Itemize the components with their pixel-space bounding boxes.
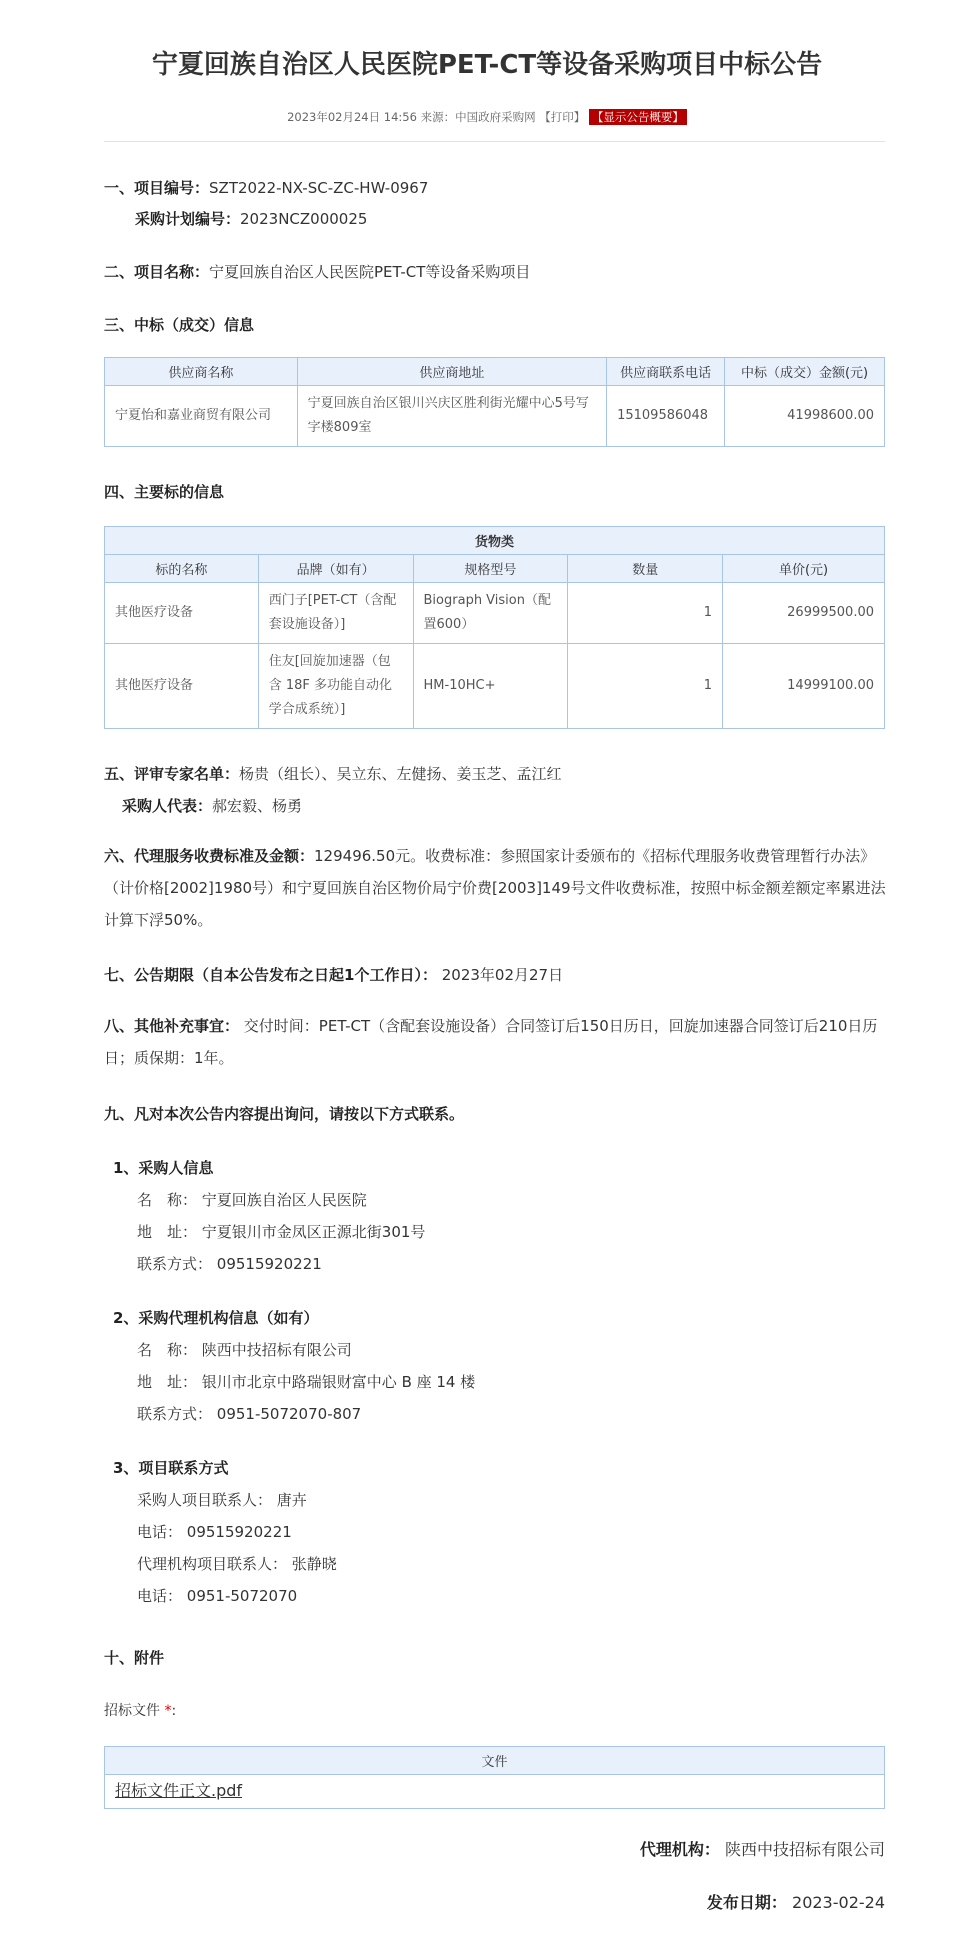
buyer-contact-person-label: 采购人项目联系人： bbox=[137, 1491, 273, 1509]
header-supplier-phone: 供应商联系电话 bbox=[607, 358, 725, 386]
buyer-contact-tel-line bbox=[137, 1521, 292, 1542]
attachments-heading bbox=[104, 1647, 164, 1668]
header-supplier-address: 供应商地址 bbox=[297, 358, 606, 386]
header-unit-price: 单价(元) bbox=[723, 555, 885, 583]
publish-date-footer-line bbox=[707, 1890, 885, 1913]
attachment-table bbox=[104, 1746, 885, 1809]
award-table bbox=[104, 357, 885, 447]
contact-heading bbox=[104, 1103, 464, 1124]
agency-address-label: 地 址： bbox=[137, 1373, 198, 1391]
table-row bbox=[105, 386, 885, 447]
project-name-label: 二、项目名称： bbox=[104, 263, 210, 281]
buyer-name-line bbox=[137, 1189, 367, 1210]
buyer-contact-tel-label: 电话： bbox=[137, 1523, 183, 1541]
required-mark: * bbox=[164, 1703, 172, 1719]
buyer-address-value: 宁夏银川市金凤区正源北街301号 bbox=[201, 1223, 426, 1241]
spec-cell: Biograph Vision（配置600） bbox=[413, 583, 568, 644]
contact-heading-text: 九、凡对本次公告内容提出询问，请按以下方式联系。 bbox=[104, 1105, 465, 1123]
agency-address-value: 银川市北京中路瑞银财富中心 B 座 14 楼 bbox=[201, 1373, 476, 1391]
agency-tel-label: 联系方式： bbox=[137, 1405, 213, 1423]
project-name-value: 宁夏回族自治区人民医院PET-CT等设备采购项目 bbox=[209, 263, 531, 281]
attachment-table-header bbox=[105, 1747, 885, 1775]
unit-price-cell: 14999100.00 bbox=[723, 644, 885, 729]
item-name-cell: 其他医疗设备 bbox=[105, 644, 259, 729]
agency-contact-person-value: 张静晓 bbox=[291, 1555, 337, 1573]
publish-datetime: 2023年02月24日 14:56 bbox=[287, 110, 417, 124]
experts-line bbox=[104, 763, 562, 784]
project-contact-title-text: 3、项目联系方式 bbox=[113, 1459, 229, 1477]
footer-agency-value: 陕西中技招标有限公司 bbox=[724, 1840, 885, 1859]
award-amount-cell: 41998600.00 bbox=[725, 386, 885, 447]
supplier-phone-cell: 15109586048 bbox=[607, 386, 725, 447]
agency-contact-tel-label: 电话： bbox=[137, 1587, 183, 1605]
agency-contact-person-label: 代理机构项目联系人： bbox=[137, 1555, 288, 1573]
colon: : bbox=[171, 1703, 177, 1719]
tender-file-label-line bbox=[104, 1700, 176, 1720]
agency-contact-tel-value: 0951-5072070 bbox=[186, 1587, 298, 1605]
buyer-info-title-text: 1、采购人信息 bbox=[113, 1159, 214, 1177]
header-quantity: 数量 bbox=[568, 555, 723, 583]
buyer-tel-line bbox=[137, 1253, 322, 1274]
buyer-tel-value: 09515920221 bbox=[216, 1255, 322, 1273]
buyer-info-title bbox=[113, 1157, 213, 1178]
attachments-heading-text: 十、附件 bbox=[104, 1649, 165, 1667]
goods-category-header: 货物类 bbox=[105, 527, 885, 555]
notice-period-value: 2023年02月27日 bbox=[441, 966, 564, 984]
supplier-address-cell: 宁夏回族自治区银川兴庆区胜利街光耀中心5号写字楼809室 bbox=[297, 386, 606, 447]
header-file: 文件 bbox=[105, 1747, 885, 1775]
quantity-cell: 1 bbox=[568, 583, 723, 644]
project-number-line bbox=[104, 177, 428, 198]
buyer-tel-label: 联系方式： bbox=[137, 1255, 213, 1273]
supplementary-value: 交付时间：PET-CT（含配套设施设备）合同签订后150日历日，回旋加速器合同签订后210日历日；质保期：1年。 bbox=[104, 1017, 878, 1067]
footer-agency-label: 代理机构： bbox=[639, 1840, 720, 1859]
project-name-line bbox=[104, 261, 530, 282]
notice-period-label: 七、公告期限（自本公告发布之日起1个工作日）： bbox=[104, 966, 437, 984]
agency-info-title-text: 2、采购代理机构信息（如有） bbox=[113, 1309, 319, 1327]
items-table-header bbox=[105, 555, 885, 583]
agency-contact-person-line bbox=[137, 1553, 337, 1574]
agency-address-line bbox=[137, 1371, 475, 1392]
buyer-rep-label: 采购人代表： bbox=[122, 797, 213, 815]
agency-name-value: 陕西中技招标有限公司 bbox=[201, 1341, 352, 1359]
tender-file-label: 招标文件 bbox=[104, 1703, 160, 1719]
brand-cell: 西门子[PET-CT（含配套设施设备）] bbox=[258, 583, 413, 644]
award-info-heading-text: 三、中标（成交）信息 bbox=[104, 316, 255, 334]
project-contact-title bbox=[113, 1457, 228, 1478]
quantity-cell: 1 bbox=[568, 644, 723, 729]
plan-number-label: 采购计划编号： bbox=[135, 210, 241, 228]
agency-fee-paragraph bbox=[104, 840, 888, 936]
agency-tel-value: 0951-5072070-807 bbox=[216, 1405, 362, 1423]
experts-value: 杨贵（组长）、吴立东、左健扬、姜玉芝、孟江红 bbox=[239, 765, 562, 783]
items-group-row bbox=[105, 527, 885, 555]
buyer-name-label: 名 称： bbox=[137, 1191, 198, 1209]
buyer-address-line bbox=[137, 1221, 425, 1242]
agency-tel-line bbox=[137, 1403, 361, 1424]
header-supplier-name: 供应商名称 bbox=[105, 358, 298, 386]
item-name-cell: 其他医疗设备 bbox=[105, 583, 259, 644]
header-brand: 品牌（如有） bbox=[258, 555, 413, 583]
buyer-address-label: 地 址： bbox=[137, 1223, 198, 1241]
header-item-name: 标的名称 bbox=[105, 555, 259, 583]
items-heading bbox=[104, 481, 224, 502]
source-value: 中国政府采购网 bbox=[455, 110, 536, 124]
print-link[interactable]: 【打印】 bbox=[539, 110, 586, 124]
award-table-header bbox=[105, 358, 885, 386]
agency-name-line bbox=[137, 1339, 352, 1360]
meta-line bbox=[0, 109, 974, 125]
show-summary-button[interactable]: 【显示公告概要】 bbox=[589, 109, 687, 125]
items-heading-text: 四、主要标的信息 bbox=[104, 483, 225, 501]
buyer-rep-value: 郝宏毅、杨勇 bbox=[212, 797, 303, 815]
header-award-amount: 中标（成交）金额(元) bbox=[725, 358, 885, 386]
buyer-rep-line bbox=[122, 795, 302, 816]
title-divider bbox=[104, 141, 885, 142]
agency-fee-value: 129496.50元。收费标准：参照国家计委颁布的《招标代理服务收费管理暂行办法》（计价格[2002]1980号）和宁夏回族自治区物价局宁价费[2003]149号文件收费标准，按照中标金额差额定率累进法计算下浮50%。 bbox=[104, 847, 886, 929]
buyer-contact-person-line bbox=[137, 1489, 307, 1510]
supplementary-paragraph bbox=[104, 1010, 888, 1074]
table-row bbox=[105, 583, 885, 644]
buyer-contact-person-value: 唐卉 bbox=[276, 1491, 307, 1509]
plan-number-line bbox=[135, 208, 367, 229]
page-title: 宁夏回族自治区人民医院PET-CT等设备采购项目中标公告 bbox=[151, 50, 823, 80]
agency-info-title bbox=[113, 1307, 318, 1328]
agency-fee-label: 六、代理服务收费标准及金额： bbox=[104, 847, 315, 865]
experts-label: 五、评审专家名单： bbox=[104, 765, 240, 783]
award-info-heading bbox=[104, 314, 254, 335]
tender-file-link[interactable]: 招标文件正文.pdf bbox=[115, 1780, 243, 1800]
plan-number-value: 2023NCZ000025 bbox=[240, 210, 368, 228]
agency-name-label: 名 称： bbox=[137, 1341, 198, 1359]
spec-cell: HM-10HC+ bbox=[413, 644, 568, 729]
supplementary-label: 八、其他补充事宜： bbox=[104, 1017, 240, 1035]
project-number-label: 一、项目编号： bbox=[104, 179, 210, 197]
supplier-name-cell: 宁夏怡和嘉业商贸有限公司 bbox=[105, 386, 298, 447]
buyer-contact-tel-value: 09515920221 bbox=[186, 1523, 292, 1541]
notice-period-line bbox=[104, 964, 563, 985]
items-table bbox=[104, 526, 885, 729]
source-label: 来源： bbox=[420, 110, 456, 124]
table-row bbox=[105, 1775, 885, 1809]
unit-price-cell: 26999500.00 bbox=[723, 583, 885, 644]
agency-footer-line bbox=[640, 1837, 885, 1860]
footer-date-value: 2023-02-24 bbox=[792, 1893, 885, 1912]
table-row bbox=[105, 644, 885, 729]
agency-contact-tel-line bbox=[137, 1585, 297, 1606]
header-spec: 规格型号 bbox=[413, 555, 568, 583]
buyer-name-value: 宁夏回族自治区人民医院 bbox=[201, 1191, 367, 1209]
project-number-value: SZT2022-NX-SC-ZC-HW-0967 bbox=[209, 179, 429, 197]
brand-cell: 住友[回旋加速器（包含 18F 多功能自动化学合成系统）] bbox=[258, 644, 413, 729]
footer-date-label: 发布日期： bbox=[706, 1893, 787, 1912]
